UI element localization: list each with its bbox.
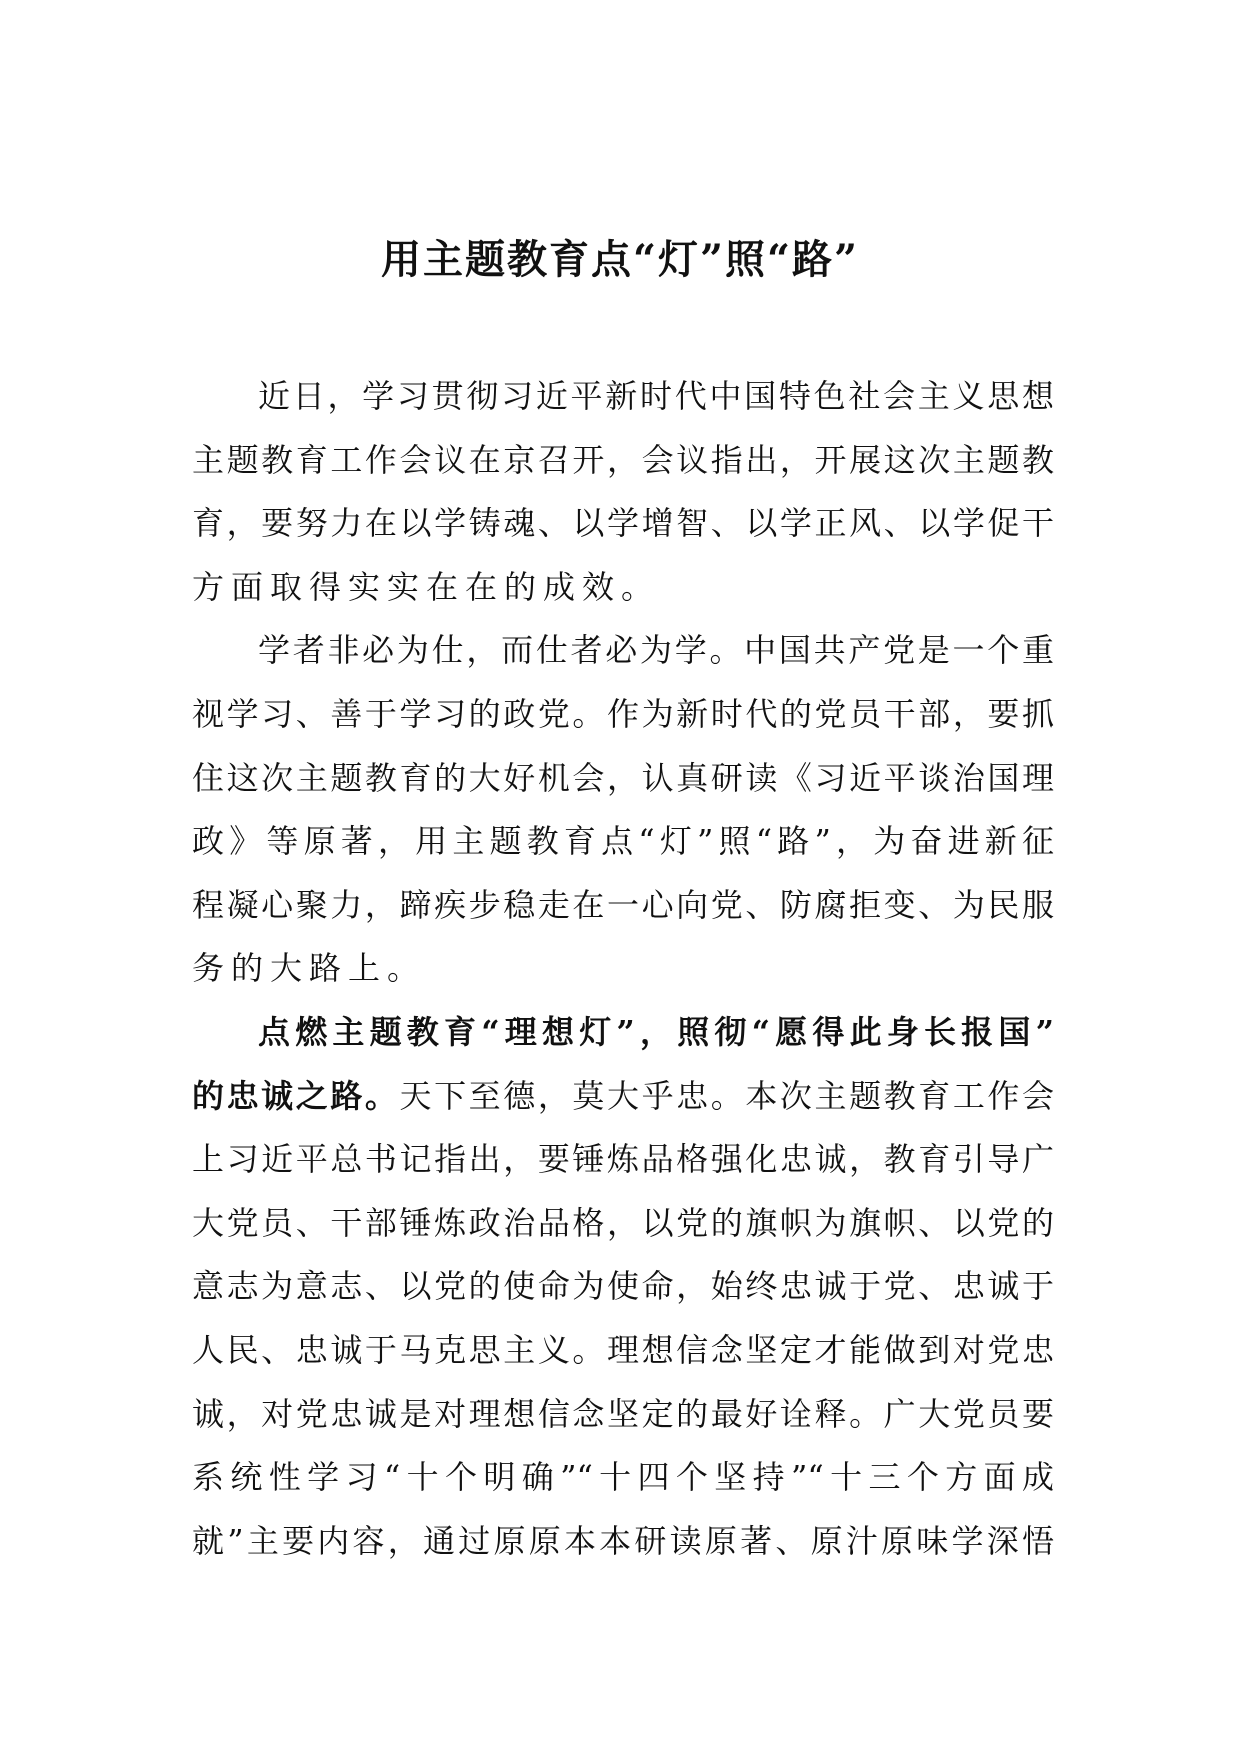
text-line (192, 942, 1054, 1006)
document-title: 用主题教育点“灯”照“路” (380, 236, 860, 283)
paragraph (192, 370, 1054, 624)
text-line (192, 1133, 1054, 1197)
body-text: 学者非必为仕，而仕者必为学。中国共产党是一个重 (258, 631, 1054, 670)
text-line (192, 370, 1054, 434)
text-line (192, 434, 1054, 498)
body-text: 务的大路上。 (192, 949, 427, 988)
text-line (192, 1260, 1054, 1324)
text-line (192, 688, 1054, 752)
text-line (192, 561, 1054, 625)
text-line (192, 1515, 1054, 1579)
bold-heading-text: 的忠诚之路。 (192, 1076, 400, 1115)
text-line (192, 1388, 1054, 1452)
body-text: 上习近平总书记指出，要锤炼品格强化忠诚，教育引导广 (192, 1140, 1054, 1179)
text-line (192, 1324, 1054, 1388)
body-text: 人民、忠诚于马克思主义。理想信念坚定才能做到对党忠 (192, 1330, 1054, 1369)
body-text: 主题教育工作会议在京召开，会议指出，开展这次主题教 (192, 440, 1054, 479)
body-text: 大党员、干部锤炼政治品格，以党的旗帜为旗帜、以党的 (192, 1203, 1054, 1242)
text-line (192, 1006, 1054, 1070)
body-text: 政》等原著，用主题教育点“灯”照“路”，为奋进新征 (192, 822, 1054, 861)
text-line (192, 1070, 1054, 1134)
text-line (192, 497, 1054, 561)
body-text: 育，要努力在以学铸魂、以学增智、以学正风、以学促干 (192, 504, 1054, 543)
text-line (192, 815, 1054, 879)
bold-heading-text: 点燃主题教育“理想灯”，照彻“愿得此身长报国” (258, 1012, 1054, 1051)
text-line (192, 752, 1054, 816)
body-text: 意志为意志、以党的使命为使命，始终忠诚于党、忠诚于 (192, 1267, 1054, 1306)
body-text: 天下至德，莫大乎忠。本次主题教育工作会 (399, 1076, 1054, 1115)
paragraph (192, 624, 1054, 1006)
body-text: 就”主要内容，通过原原本本研读原著、原汁原味学深悟 (192, 1521, 1054, 1560)
paragraph (192, 1006, 1054, 1578)
body-text: 近日，学习贯彻习近平新时代中国特色社会主义思想 (258, 377, 1054, 415)
text-line (192, 1197, 1054, 1261)
body-text: 程凝心聚力，蹄疾步稳走在一心向党、防腐拒变、为民服 (192, 885, 1054, 924)
text-line (192, 624, 1054, 688)
body-text: 视学习、善于学习的政党。作为新时代的党员干部，要抓 (192, 694, 1054, 733)
document-body (192, 370, 1054, 1578)
body-text: 诚，对党忠诚是对理想信念坚定的最好诠释。广大党员要 (192, 1394, 1054, 1433)
text-line (192, 1451, 1054, 1515)
body-text: 系统性学习“十个明确”“十四个坚持”“十三个方面成 (192, 1458, 1054, 1497)
body-text: 方面取得实实在在的成效。 (192, 567, 661, 606)
body-text: 住这次主题教育的大好机会，认真研读《习近平谈治国理 (192, 758, 1054, 797)
text-line (192, 879, 1054, 943)
